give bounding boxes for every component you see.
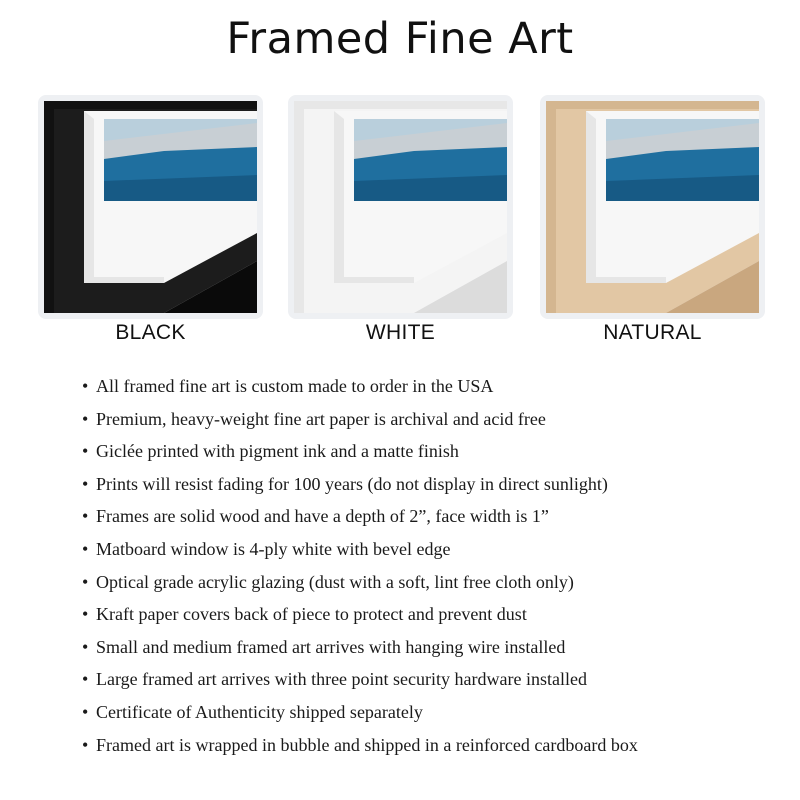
bullet-icon: • (82, 538, 89, 559)
bullet-icon: • (82, 376, 89, 396)
bullet-icon: • (82, 604, 89, 625)
feature-item: • Optical grade acrylic glazing (dust with a soft, lint free cloth only) (82, 566, 782, 599)
bullet-icon: • (82, 506, 89, 527)
bullet-icon: • (82, 669, 89, 690)
frame-options (0, 95, 800, 355)
feature-item: • Giclée printed with pigment ink and a matte finish (82, 435, 782, 468)
white-frame-corner-image (294, 101, 507, 313)
bullet-icon: • (82, 701, 89, 722)
bullet-icon: • (82, 571, 89, 592)
bullet-icon: • (82, 441, 89, 462)
feature-list (82, 370, 782, 761)
feature-item: • Matboard window is 4-ply white with bevel edge (82, 533, 782, 566)
feature-item: • Large framed art arrives with three point security hardware installed (82, 663, 782, 696)
black-frame-corner-image (44, 101, 257, 313)
frame-sample-white (288, 95, 513, 319)
page-title: Framed Fine Art (226, 14, 574, 64)
feature-item: • Framed art is wrapped in bubble and shipped in a reinforced cardboard box (82, 729, 782, 762)
feature-item: • Kraft paper covers back of piece to protect and prevent dust (82, 598, 782, 631)
frame-sample-black (38, 95, 263, 319)
frame-label-natural: NATURAL (603, 321, 702, 344)
feature-item: • Certificate of Authenticity shipped separately (82, 696, 782, 729)
feature-item: • All framed fine art is custom made to order in the USA (82, 370, 782, 403)
feature-item: • Premium, heavy-weight fine art paper is archival and acid free (82, 403, 782, 436)
bullet-icon: • (82, 408, 89, 429)
bullet-icon: • (82, 636, 89, 657)
bullet-icon: • (82, 473, 89, 494)
frame-sample-natural (540, 95, 765, 319)
frame-label-black: BLACK (115, 321, 186, 344)
feature-item: • Small and medium framed art arrives with hanging wire installed (82, 631, 782, 664)
frame-label-white: WHITE (365, 321, 436, 344)
natural-frame-corner-image (546, 101, 759, 313)
feature-item: • Frames are solid wood and have a depth of 2”, face width is 1” (82, 500, 782, 533)
feature-item: • Prints will resist fading for 100 years (do not display in direct sunlight) (82, 468, 782, 501)
bullet-icon: • (82, 734, 89, 755)
